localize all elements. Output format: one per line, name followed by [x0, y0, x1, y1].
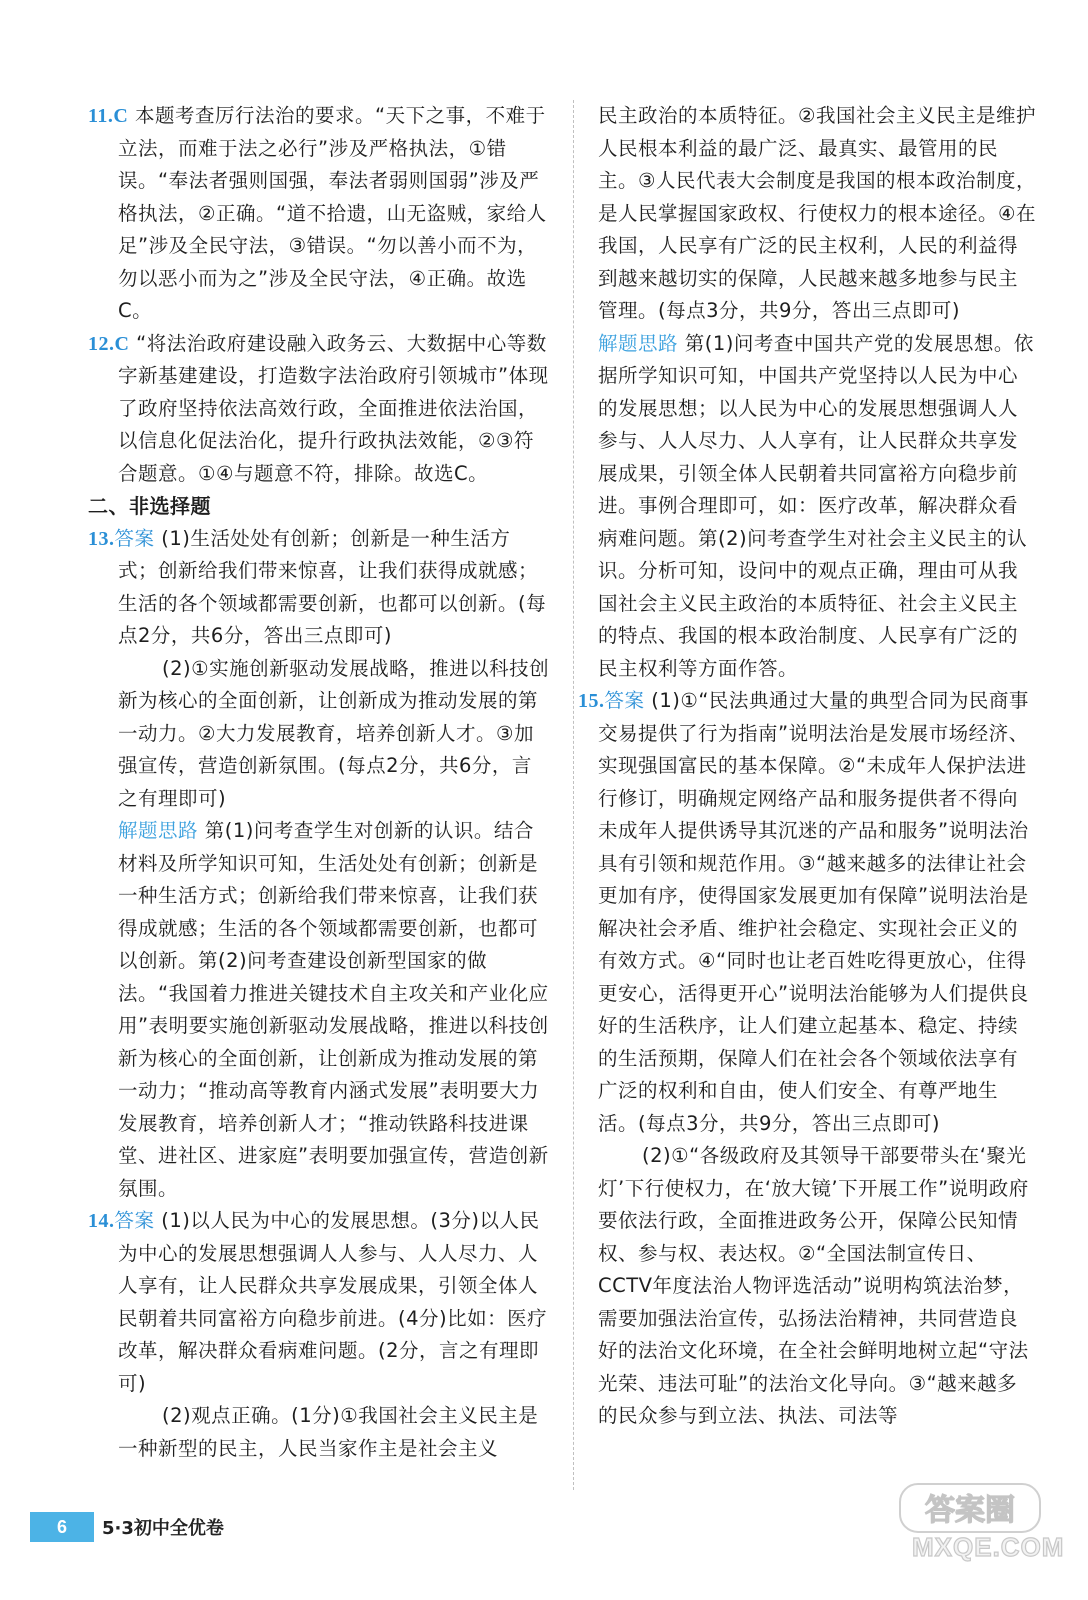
watermark-logo — [898, 1478, 1048, 1538]
answer-label: 答案 — [604, 689, 645, 712]
answer-part-1: (1)以人民为中心的发展思想。(3分)以人民为中心的发展思想强调人人参与、人人尽力、人人享有，让人民群众共享发展成果，引领全体人民朝着共同富裕方向稳步前进。(4分)比如：医疗改革，解决群众看病难问题。(2分，言之有理即可) — [118, 1209, 548, 1395]
question-text: “将法治政府建设融入政务云、大数据中心等数字新基建建设，打造数字法治政府引领城市”体现了政府坚持依法高效行政，全面推进依法治国，以信息化促法治化，提升行政执法效能，②③符合题意。①④与题意不符，排除。故选C。 — [118, 331, 549, 485]
question-12 — [88, 328, 550, 491]
question-text: 本题考查厉行法治的要求。“天下之事，不难于立法，而难于法之必行”涉及严格执法，①错误。“奉法者强则国强，奉法者弱则国弱”涉及严格执法，②正确。“道不拾遗，山无盗贼，家给人足”涉及全民守法，③错误。“勿以善小而不为，勿以恶小而为之”涉及全民守法，④正确。故选C。 — [118, 104, 547, 322]
section-title: 二、非选择题 — [88, 494, 211, 518]
question-number: 11.C — [88, 105, 129, 127]
page-footer — [30, 1512, 224, 1542]
page-number: 6 — [30, 1512, 94, 1542]
column-divider — [573, 100, 574, 1490]
question-15 — [578, 685, 1036, 1140]
tip-text: 第(1)问考查中国共产党的发展思想。依据所学知识可知，中国共产党坚持以人民为中心的发展思想；以人民为中心的发展思想强调人人参与、人人尽力、人人享有，让人民群众共享发展成果，引领全体人民朝着共同富裕方向稳步前进。事例合理即可，如：医疗改革，解决群众看病难问题。第(2)问考查学生对社会主义民主的认识。分析可知，设问中的观点正确，理由可从我国社会主义民主政治的本质特征、社会主义民主的特点、我国的根本政治制度、人民享有广泛的民主权利等方面作答。 — [598, 331, 1034, 680]
question-number: 13. — [88, 527, 115, 550]
tip-text: 第(1)问考查学生对创新的认识。结合材料及所学知识可知，生活处处有创新；创新是一种生活方式；创新给我们带来惊喜，让我们获得成就感；生活的各个领域都需要创新，也都可以创新。第(2)问考查建设创新型国家的做法。“我国着力推进关键技术自主攻关和产业化应用”表明要实施创新驱动发展战略，推进以科技创新为核心的全面创新，让创新成为推动发展的第一动力；“推动高等教育内涵式发展”表明要大力发展教育，培养创新人才；“推动铁路科技进课堂、进社区、进家庭”表明要加强宣传，营造创新氛围。 — [118, 819, 549, 1200]
watermark-logo-text: 答案圈 — [925, 1493, 1015, 1528]
question-11 — [88, 100, 550, 328]
tip-label: 解题思路 — [118, 819, 199, 842]
answer-label: 答案 — [114, 1209, 155, 1232]
answer-label: 答案 — [114, 526, 155, 550]
answer-part-1: (1)①“民法典通过大量的典型合同为民商事交易提供了行为指南”说明法治是发展市场经济、实现强国富民的基本保障。②“未成年人保护法进行修订，明确规定网络产品和服务提供者不得向未成年人提供诱导其沉迷的产品和服务”说明法治具有引领和规范作用。③“越来越多的法律让社会更加有序，使得国家发展更加有保障”说明法治是解决社会矛盾、维护社会稳定、实现社会正义的有效方式。④“同时也让老百姓吃得更放心，住得更安心，活得更开心”说明法治能够为人们提供良好的生活秩序，让人们建立起基本、稳定、持续的生活预期，保障人们在社会各个领域依法享有广泛的权利和自由，使人们安全、有尊严地生活。(每点3分，共9分，答出三点即可) — [598, 689, 1029, 1135]
question-number: 14. — [88, 1210, 115, 1232]
left-column — [88, 100, 550, 1465]
watermark-url: MXQE.COM — [912, 1532, 1065, 1562]
question-number: 15. — [578, 690, 605, 712]
book-title: 5·3初中全优卷 — [102, 1518, 224, 1539]
answer-part-2: (2)①实施创新驱动发展战略，推进以科技创新为核心的全面创新，让创新成为推动发展的第一动力。②大力发展教育，培养创新人才。③加强宣传，营造创新氛围。(每点2分，共6分，言之有理即可) — [118, 656, 550, 810]
right-column — [578, 100, 1036, 1433]
question-14-continued: 民主政治的本质特征。②我国社会主义民主是维护人民根本利益的最广泛、最真实、最管用的民主。③人民代表大会制度是我国的根本政治制度，是人民掌握国家政权、行使权力的根本途径。④在我国，人民享有广泛的民主权利，人民的利益得到越来越切实的保障，人民越来越多地参与民主管理。(每点3分，共9分，答出三点即可) — [598, 104, 1036, 322]
tip-label: 解题思路 — [598, 331, 679, 355]
question-number: 12.C — [88, 332, 130, 355]
answer-part-2: (2)观点正确。(1分)①我国社会主义民主是一种新型的民主，人民当家作主是社会主义 — [118, 1404, 539, 1460]
solution-tip — [598, 328, 1036, 686]
question-13 — [88, 523, 550, 653]
answer-part-1: (1)生活处处有创新；创新是一种生活方式；创新给我们带来惊喜，让我们获得成就感；生活的各个领域都需要创新，也都可以创新。(每点2分，共6分，答出三点即可) — [118, 526, 547, 647]
question-14 — [88, 1205, 550, 1400]
answer-part-2: (2)①“各级政府及其领导干部要带头在‘聚光灯’下行使权力，在‘放大镜’下开展工作”说明政府要依法行政，全面推进政务公开，保障公民知情权、参与权、表达权。②“全国法制宣传日、CCTV年度法治人物评选活动”说明构筑法治梦，需要加强法治宣传，弘扬法治精神，共同营造良好的法治文化环境，在全社会鲜明地树立起“守法光荣、违法可耻”的法治文化导向。③“越来越多的民众参与到立法、执法、司法等 — [598, 1144, 1029, 1427]
solution-tip — [88, 815, 550, 1205]
